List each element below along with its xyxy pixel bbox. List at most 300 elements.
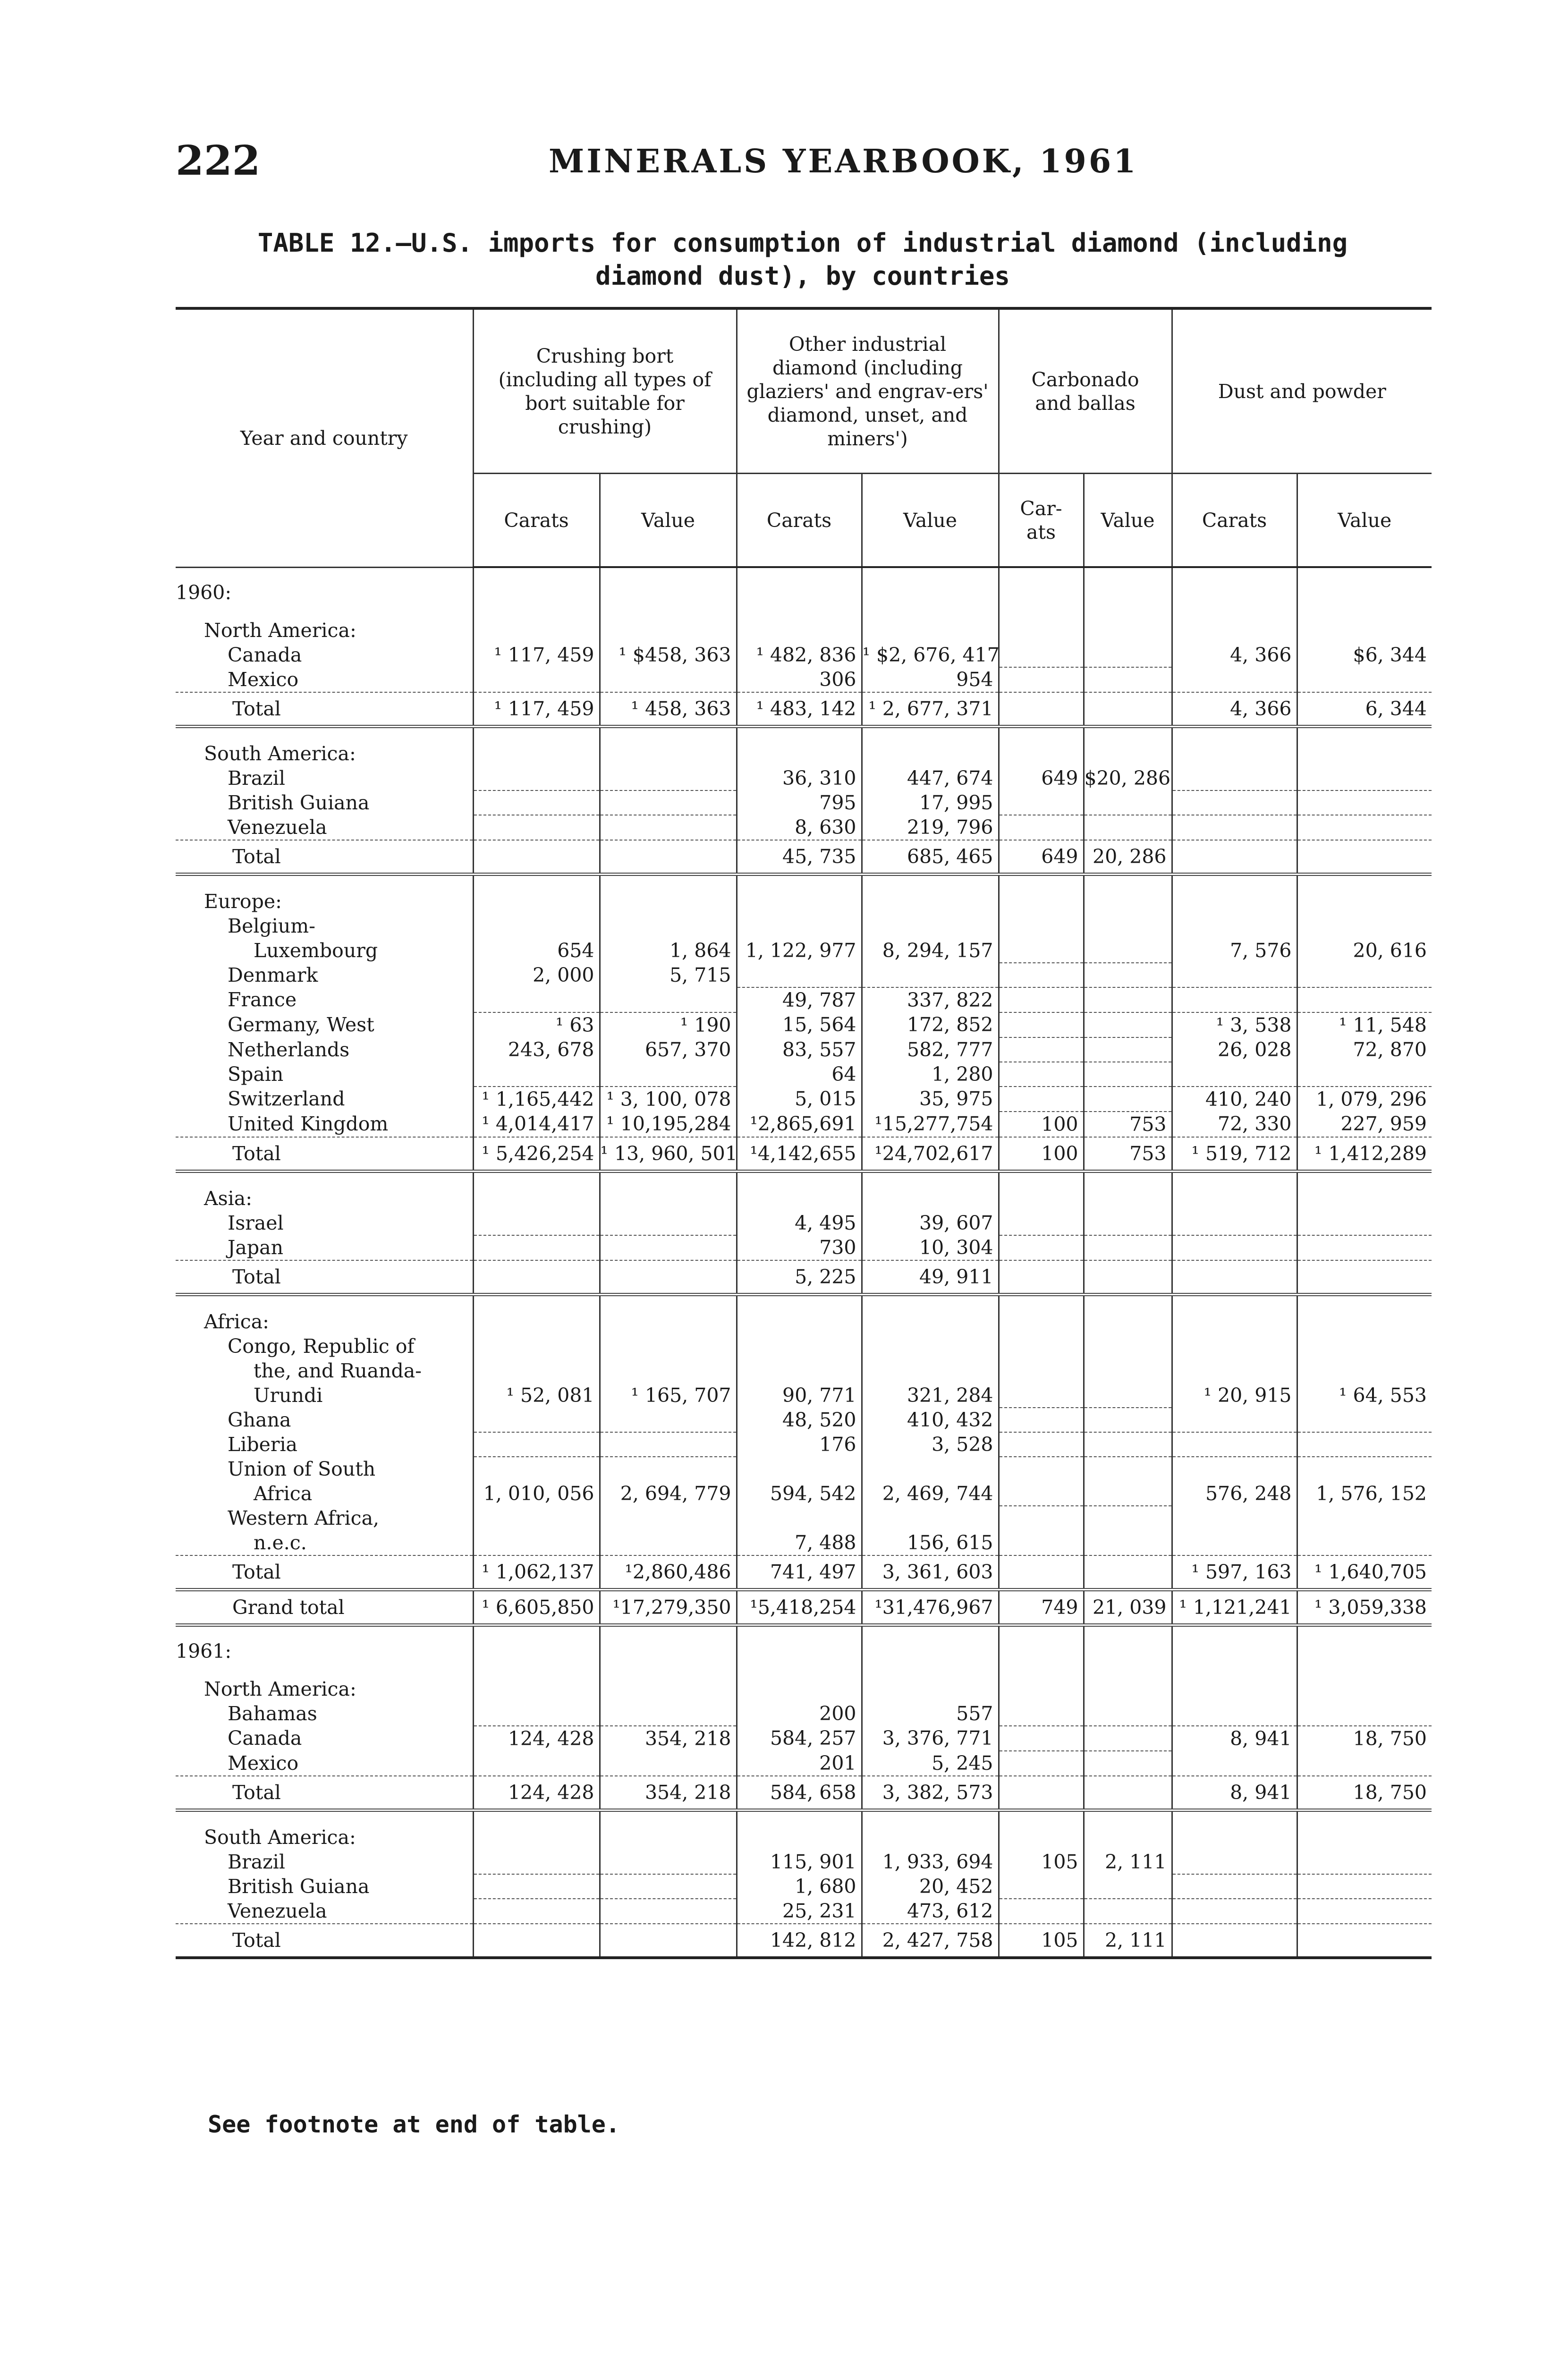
table-row (176, 1701, 1432, 1726)
value-cell (999, 1726, 1084, 1751)
value-cell: 124, 428 (473, 1776, 600, 1810)
value-cell (600, 1751, 737, 1776)
value-cell: ¹ 117, 459 (473, 692, 600, 727)
table-row (176, 1171, 1432, 1211)
country-label: Brazil (228, 766, 285, 790)
value-cell: 354, 218 (600, 1726, 737, 1751)
value-cell (1172, 667, 1297, 692)
value-cell: 5, 225 (737, 1260, 862, 1295)
value-cell (737, 963, 862, 987)
value-cell (999, 567, 1084, 605)
value-cell (473, 987, 600, 1012)
table-row (176, 914, 1432, 938)
value-cell (999, 815, 1084, 840)
value-cell (1172, 1810, 1297, 1850)
value-cell: ¹ 2, 677, 371 (862, 692, 999, 727)
value-cell (1084, 1481, 1172, 1506)
value-cell (1172, 1260, 1297, 1295)
value-cell (473, 1664, 600, 1701)
value-cell (600, 1810, 737, 1850)
value-cell (473, 874, 600, 914)
col-header-carats: Carats (473, 474, 600, 568)
value-cell (473, 1701, 600, 1726)
value-cell: 21, 039 (1084, 1589, 1172, 1625)
value-cell (473, 1874, 600, 1899)
table-row (176, 1555, 1432, 1590)
table-row (176, 1726, 1432, 1751)
value-cell: ¹15,277,754 (862, 1112, 999, 1137)
value-cell: 321, 284 (862, 1383, 999, 1408)
table-container (176, 307, 1432, 1959)
table-row (176, 1334, 1432, 1359)
table-row (176, 987, 1432, 1012)
value-cell (1084, 1334, 1172, 1359)
value-cell (1297, 1171, 1432, 1211)
value-cell: 685, 465 (862, 840, 999, 875)
country-label: Venezuela (228, 1899, 327, 1922)
col-header-other-industrial: Other industrial diamond (including glaziers' and engrav-ers' diamond, unset, and miners') (737, 308, 999, 474)
table-head (176, 308, 1432, 567)
value-cell: ¹ 3, 538 (1172, 1012, 1297, 1037)
value-cell (600, 1235, 737, 1260)
region-label: South America: (204, 1826, 356, 1849)
value-cell (737, 914, 862, 938)
value-cell: 1, 280 (862, 1062, 999, 1087)
value-cell (600, 1062, 737, 1087)
col-header-value: Value (600, 474, 737, 568)
country-label: Israel (228, 1211, 284, 1234)
value-cell: 654 (473, 938, 600, 963)
subcountry-label: the, and Ruanda- (254, 1359, 422, 1382)
value-cell (1084, 605, 1172, 643)
subcountry-label: Luxembourg (254, 939, 378, 962)
value-cell (999, 1235, 1084, 1260)
value-cell: 5, 715 (600, 963, 737, 987)
value-cell (862, 1171, 999, 1211)
value-cell: 36, 310 (737, 766, 862, 790)
value-cell: 582, 777 (862, 1037, 999, 1062)
country-label: Mexico (228, 1751, 299, 1775)
table-row (176, 1850, 1432, 1874)
value-cell (473, 1171, 600, 1211)
value-cell: 3, 376, 771 (862, 1726, 999, 1751)
table-row (176, 1137, 1432, 1172)
country-label: Liberia (228, 1433, 298, 1456)
value-cell: 657, 370 (600, 1037, 737, 1062)
value-cell (1297, 963, 1432, 987)
table-row (176, 790, 1432, 815)
value-cell (473, 1625, 600, 1664)
table-row (176, 1481, 1432, 1506)
value-cell: 306 (737, 667, 862, 692)
value-cell (473, 1432, 600, 1457)
value-cell (473, 605, 600, 643)
table-body (176, 567, 1432, 1958)
value-cell: ¹17,279,350 (600, 1589, 737, 1625)
value-cell (1297, 1211, 1432, 1235)
value-cell (1172, 1899, 1297, 1924)
value-cell (473, 1260, 600, 1295)
value-cell: 1, 933, 694 (862, 1850, 999, 1874)
value-cell (1084, 790, 1172, 815)
country-label: Brazil (228, 1850, 285, 1873)
value-cell: 64 (737, 1062, 862, 1087)
value-cell (999, 1555, 1084, 1590)
value-cell (737, 567, 862, 605)
table-row (176, 1408, 1432, 1432)
value-cell (737, 1359, 862, 1383)
value-cell (1084, 1012, 1172, 1037)
value-cell (1297, 1062, 1432, 1087)
col-header-carats-split: Car-ats (999, 474, 1084, 568)
value-cell (1172, 1062, 1297, 1087)
value-cell (999, 914, 1084, 938)
value-cell (473, 815, 600, 840)
value-cell (1297, 567, 1432, 605)
value-cell (1297, 1334, 1432, 1359)
col-header-crushing-bort: Crushing bort (including all types of bort suitable for crushing) (473, 308, 737, 474)
table-row (176, 692, 1432, 727)
value-cell: 410, 432 (862, 1408, 999, 1432)
value-cell (999, 1481, 1084, 1506)
value-cell: 954 (862, 667, 999, 692)
value-cell: 8, 630 (737, 815, 862, 840)
value-cell (1172, 1211, 1297, 1235)
value-cell: ¹2,865,691 (737, 1112, 862, 1137)
value-cell (1084, 1062, 1172, 1087)
col-header-year-country: Year and country (176, 308, 473, 567)
value-cell (1084, 1383, 1172, 1408)
region-label: Asia: (204, 1187, 253, 1210)
table-row (176, 1211, 1432, 1235)
country-label: Western Africa, (228, 1506, 380, 1529)
value-cell (473, 726, 600, 766)
value-cell (1297, 1530, 1432, 1555)
country-label: Congo, Republic of (228, 1334, 415, 1358)
value-cell (600, 1432, 737, 1457)
value-cell (1084, 1625, 1172, 1664)
value-cell: 105 (999, 1850, 1084, 1874)
value-cell (600, 1850, 737, 1874)
value-cell: 594, 542 (737, 1481, 862, 1506)
value-cell (473, 1235, 600, 1260)
value-cell (1084, 1810, 1172, 1850)
value-cell: ¹ 458, 363 (600, 692, 737, 727)
value-cell (1172, 1874, 1297, 1899)
value-cell (1084, 1664, 1172, 1701)
value-cell (473, 1359, 600, 1383)
value-cell (999, 1432, 1084, 1457)
value-cell (600, 1664, 737, 1701)
value-cell (600, 914, 737, 938)
value-cell (999, 1701, 1084, 1726)
value-cell: 410, 240 (1172, 1087, 1297, 1112)
value-cell: 337, 822 (862, 987, 999, 1012)
value-cell (1084, 1359, 1172, 1383)
value-cell (600, 567, 737, 605)
region-label: North America: (204, 619, 356, 642)
value-cell: 753 (1084, 1112, 1172, 1137)
country-label: Germany, West (228, 1013, 374, 1036)
value-cell (999, 963, 1084, 987)
value-cell (1172, 766, 1297, 790)
value-cell: 35, 975 (862, 1087, 999, 1112)
value-cell: ¹ 10,195,284 (600, 1112, 737, 1137)
caption-line-1: TABLE 12.—U.S. imports for consumption of industrial diamond (including (257, 228, 1348, 258)
value-cell (600, 1625, 737, 1664)
value-cell: 3, 528 (862, 1432, 999, 1457)
table-row (176, 938, 1432, 963)
table-row (176, 1383, 1432, 1408)
value-cell (1172, 1432, 1297, 1457)
value-cell (600, 1924, 737, 1958)
value-cell (999, 1012, 1084, 1037)
value-cell (999, 1625, 1084, 1664)
value-cell (600, 1530, 737, 1555)
col-header-carats: Carats (737, 474, 862, 568)
value-cell: 18, 750 (1297, 1726, 1432, 1751)
value-cell (999, 692, 1084, 727)
value-cell (737, 726, 862, 766)
value-cell (999, 1062, 1084, 1087)
value-cell (1084, 1874, 1172, 1899)
value-cell (999, 1359, 1084, 1383)
country-label: Ghana (228, 1408, 291, 1431)
value-cell (1084, 1408, 1172, 1432)
value-cell (862, 1294, 999, 1334)
value-cell: 1, 864 (600, 938, 737, 963)
table-row (176, 643, 1432, 667)
region-label: North America: (204, 1677, 356, 1700)
value-cell: 90, 771 (737, 1383, 862, 1408)
value-cell (1297, 1664, 1432, 1701)
value-cell (1172, 1359, 1297, 1383)
value-cell: 20, 616 (1297, 938, 1432, 963)
value-cell: 1, 576, 152 (1297, 1481, 1432, 1506)
table-row (176, 1062, 1432, 1087)
value-cell: 200 (737, 1701, 862, 1726)
value-cell (1172, 987, 1297, 1012)
value-cell (600, 1457, 737, 1481)
value-cell (862, 1810, 999, 1850)
total-label: Total (176, 692, 473, 727)
value-cell (600, 840, 737, 875)
value-cell (1297, 1432, 1432, 1457)
subcountry-label: Urundi (254, 1384, 323, 1407)
value-cell (999, 1171, 1084, 1211)
value-cell: ¹ 1,640,705 (1297, 1555, 1432, 1590)
value-cell (1297, 815, 1432, 840)
value-cell (1172, 914, 1297, 938)
value-cell: 557 (862, 1701, 999, 1726)
value-cell (1084, 1294, 1172, 1334)
value-cell (473, 1294, 600, 1334)
value-cell (1084, 1171, 1172, 1211)
value-cell (737, 1294, 862, 1334)
value-cell (1297, 1294, 1432, 1334)
value-cell (737, 1664, 862, 1701)
value-cell: 6, 344 (1297, 692, 1432, 727)
country-label: United Kingdom (228, 1113, 389, 1135)
table-row (176, 1589, 1432, 1625)
value-cell (1297, 840, 1432, 875)
value-cell (473, 1751, 600, 1776)
value-cell (1084, 1726, 1172, 1751)
imports-table (176, 307, 1432, 1959)
value-cell: 26, 028 (1172, 1037, 1297, 1062)
value-cell: $20, 286 (1084, 766, 1172, 790)
value-cell (999, 1294, 1084, 1334)
value-cell (1084, 667, 1172, 692)
value-cell (1297, 1457, 1432, 1481)
value-cell: 447, 674 (862, 766, 999, 790)
value-cell (1084, 1776, 1172, 1810)
value-cell (999, 1776, 1084, 1810)
value-cell: ¹ 597, 163 (1172, 1555, 1297, 1590)
value-cell (473, 1334, 600, 1359)
value-cell (999, 1334, 1084, 1359)
value-cell (1297, 987, 1432, 1012)
value-cell: 584, 257 (737, 1726, 862, 1751)
country-label: Belgium- (228, 914, 316, 937)
value-cell (1172, 790, 1297, 815)
value-cell (1172, 1701, 1297, 1726)
value-cell (473, 1899, 600, 1924)
value-cell: 201 (737, 1751, 862, 1776)
value-cell (600, 1874, 737, 1899)
table-row (176, 1810, 1432, 1850)
value-cell (1297, 1506, 1432, 1530)
value-cell (737, 1810, 862, 1850)
value-cell: 20, 286 (1084, 840, 1172, 875)
value-cell (1084, 643, 1172, 667)
value-cell: 15, 564 (737, 1012, 862, 1037)
value-cell: 18, 750 (1297, 1776, 1432, 1810)
value-cell (999, 1260, 1084, 1295)
page-header (176, 137, 1432, 198)
value-cell (1084, 726, 1172, 766)
total-label: Total (176, 1776, 473, 1810)
value-cell (862, 1334, 999, 1359)
value-cell: ¹ 11, 548 (1297, 1012, 1432, 1037)
value-cell: $6, 344 (1297, 643, 1432, 667)
value-cell (1297, 1408, 1432, 1432)
value-cell (737, 874, 862, 914)
value-cell (473, 1810, 600, 1850)
value-cell (1172, 1506, 1297, 1530)
value-cell (999, 987, 1084, 1012)
value-cell (1084, 1899, 1172, 1924)
value-cell: ¹ 483, 142 (737, 692, 862, 727)
value-cell (1172, 1171, 1297, 1211)
value-cell (1297, 1701, 1432, 1726)
value-cell (473, 1924, 600, 1958)
value-cell: ¹ 20, 915 (1172, 1383, 1297, 1408)
value-cell: 2, 427, 758 (862, 1924, 999, 1958)
value-cell: 4, 366 (1172, 643, 1297, 667)
country-label: Switzerland (228, 1087, 345, 1110)
country-label: Netherlands (228, 1038, 350, 1061)
value-cell (600, 1211, 737, 1235)
value-cell (600, 1334, 737, 1359)
col-header-dust: Dust and powder (1172, 308, 1432, 474)
value-cell (1084, 692, 1172, 727)
value-cell (600, 1506, 737, 1530)
value-cell (1172, 1408, 1297, 1432)
value-cell (600, 815, 737, 840)
table-row (176, 1235, 1432, 1260)
value-cell (1084, 1037, 1172, 1062)
value-cell (999, 1506, 1084, 1530)
value-cell: 100 (999, 1112, 1084, 1137)
table-row (176, 567, 1432, 605)
total-label: Grand total (176, 1589, 473, 1625)
value-cell: 124, 428 (473, 1726, 600, 1751)
value-cell (862, 1664, 999, 1701)
value-cell (600, 987, 737, 1012)
table-row (176, 766, 1432, 790)
page-number: 222 (176, 137, 261, 185)
value-cell: ¹ $2, 676, 417 (862, 643, 1000, 666)
value-cell (1297, 1260, 1432, 1295)
value-cell: 105 (999, 1924, 1084, 1958)
value-cell: 753 (1084, 1137, 1172, 1172)
value-cell: ¹ 117, 459 (473, 643, 600, 667)
value-cell: ¹ 165, 707 (600, 1383, 737, 1408)
col-header-value: Value (862, 474, 999, 568)
value-cell (1084, 1751, 1172, 1776)
value-cell (999, 605, 1084, 643)
value-cell: 2, 111 (1084, 1924, 1172, 1958)
table-row (176, 1112, 1432, 1137)
value-cell (1084, 1087, 1172, 1112)
value-cell (1084, 1457, 1172, 1481)
value-cell: 2, 111 (1084, 1850, 1172, 1874)
table-row (176, 1359, 1432, 1383)
value-cell: 72, 870 (1297, 1037, 1432, 1062)
country-label: Mexico (228, 668, 299, 691)
value-cell: 1, 010, 056 (473, 1481, 600, 1506)
value-cell: ¹ 1,412,289 (1297, 1137, 1432, 1172)
value-cell: ¹ 1,062,137 (473, 1555, 600, 1590)
value-cell (473, 790, 600, 815)
value-cell: 49, 787 (737, 987, 862, 1012)
value-cell: 649 (999, 840, 1084, 875)
table-row (176, 840, 1432, 875)
value-cell (473, 914, 600, 938)
value-cell (473, 1530, 600, 1555)
value-cell (1084, 1555, 1172, 1590)
value-cell: ¹ 5,426,254 (473, 1137, 600, 1172)
value-cell (1084, 1701, 1172, 1726)
table-row (176, 1087, 1432, 1112)
value-cell (862, 605, 999, 643)
table-row (176, 1457, 1432, 1481)
value-cell: 4, 366 (1172, 692, 1297, 727)
value-cell (1084, 1211, 1172, 1235)
value-cell: 8, 941 (1172, 1726, 1297, 1751)
value-cell: 3, 382, 573 (862, 1776, 999, 1810)
table-row (176, 963, 1432, 987)
value-cell (1297, 874, 1432, 914)
value-cell (600, 1260, 737, 1295)
value-cell (1084, 815, 1172, 840)
value-cell: ¹ $458, 363 (600, 643, 737, 667)
value-cell: 48, 520 (737, 1408, 862, 1432)
value-cell (999, 1408, 1084, 1432)
table-row (176, 1260, 1432, 1295)
total-label: Total (176, 1555, 473, 1590)
